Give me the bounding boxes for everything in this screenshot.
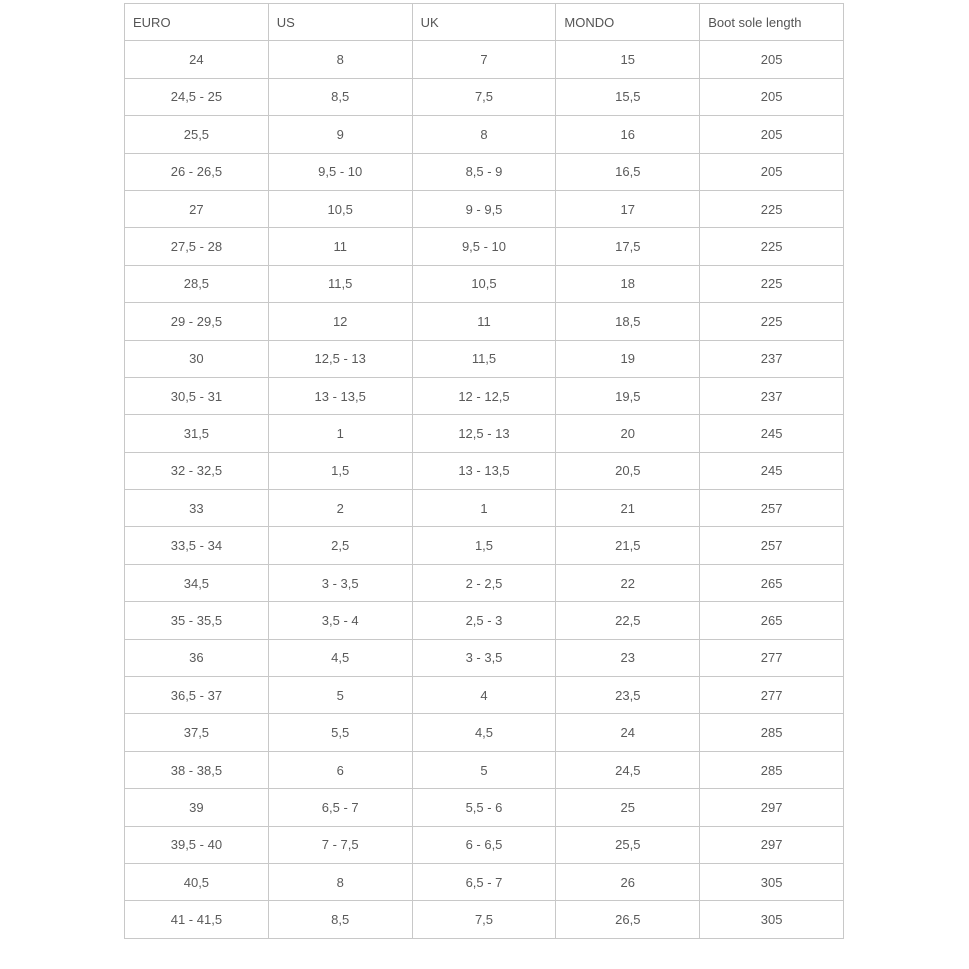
cell-uk: 7,5 [412,78,556,115]
table-row [125,265,844,302]
cell-mondo: 19 [556,340,700,377]
cell-euro: 41 - 41,5 [125,901,269,938]
cell-mondo: 26,5 [556,901,700,938]
cell-mondo: 20 [556,415,700,452]
cell-uk: 7,5 [412,901,556,938]
cell-euro: 31,5 [125,415,269,452]
table-row [125,863,844,900]
cell-mondo: 22 [556,564,700,601]
cell-euro: 27,5 - 28 [125,228,269,265]
cell-uk: 2 - 2,5 [412,564,556,601]
cell-euro: 38 - 38,5 [125,751,269,788]
cell-mondo: 21,5 [556,527,700,564]
cell-uk: 5 [412,751,556,788]
column-header-boot-sole-length: Boot sole length [700,4,844,41]
cell-mondo: 19,5 [556,377,700,414]
cell-boot-sole-length: 205 [700,41,844,78]
cell-us: 5 [268,677,412,714]
cell-euro: 24 [125,41,269,78]
cell-boot-sole-length: 225 [700,190,844,227]
cell-boot-sole-length: 257 [700,490,844,527]
cell-boot-sole-length: 305 [700,863,844,900]
cell-us: 9,5 - 10 [268,153,412,190]
cell-boot-sole-length: 265 [700,564,844,601]
cell-uk: 12 - 12,5 [412,377,556,414]
cell-mondo: 20,5 [556,452,700,489]
table-row [125,78,844,115]
cell-uk: 1,5 [412,527,556,564]
cell-mondo: 23 [556,639,700,676]
table-row [125,303,844,340]
cell-euro: 29 - 29,5 [125,303,269,340]
cell-mondo: 18,5 [556,303,700,340]
cell-us: 8 [268,863,412,900]
table-row [125,901,844,938]
cell-euro: 28,5 [125,265,269,302]
table-row [125,602,844,639]
cell-uk: 13 - 13,5 [412,452,556,489]
cell-boot-sole-length: 225 [700,303,844,340]
cell-us: 4,5 [268,639,412,676]
cell-us: 11 [268,228,412,265]
cell-boot-sole-length: 277 [700,639,844,676]
cell-us: 8 [268,41,412,78]
table-row [125,452,844,489]
cell-uk: 7 [412,41,556,78]
cell-us: 6,5 - 7 [268,789,412,826]
size-conversion-table [124,3,844,939]
cell-uk: 2,5 - 3 [412,602,556,639]
cell-euro: 39 [125,789,269,826]
cell-uk: 12,5 - 13 [412,415,556,452]
cell-euro: 25,5 [125,116,269,153]
cell-euro: 27 [125,190,269,227]
table-row [125,153,844,190]
cell-euro: 40,5 [125,863,269,900]
cell-boot-sole-length: 265 [700,602,844,639]
cell-euro: 35 - 35,5 [125,602,269,639]
cell-mondo: 24 [556,714,700,751]
cell-mondo: 17,5 [556,228,700,265]
table-row [125,789,844,826]
cell-us: 5,5 [268,714,412,751]
cell-uk: 6,5 - 7 [412,863,556,900]
cell-mondo: 25 [556,789,700,826]
table-row [125,190,844,227]
cell-boot-sole-length: 277 [700,677,844,714]
cell-mondo: 18 [556,265,700,302]
cell-us: 3 - 3,5 [268,564,412,601]
cell-us: 1 [268,415,412,452]
cell-euro: 37,5 [125,714,269,751]
cell-uk: 9 - 9,5 [412,190,556,227]
table-row [125,751,844,788]
cell-boot-sole-length: 245 [700,415,844,452]
cell-us: 12 [268,303,412,340]
cell-uk: 8,5 - 9 [412,153,556,190]
cell-mondo: 24,5 [556,751,700,788]
cell-us: 1,5 [268,452,412,489]
cell-euro: 33,5 - 34 [125,527,269,564]
table-row [125,116,844,153]
table-row [125,826,844,863]
table-row [125,490,844,527]
cell-boot-sole-length: 297 [700,789,844,826]
cell-boot-sole-length: 225 [700,228,844,265]
cell-us: 3,5 - 4 [268,602,412,639]
table-row [125,714,844,751]
cell-us: 2,5 [268,527,412,564]
cell-mondo: 15 [556,41,700,78]
cell-uk: 5,5 - 6 [412,789,556,826]
table-row [125,639,844,676]
cell-us: 8,5 [268,901,412,938]
cell-uk: 9,5 - 10 [412,228,556,265]
table-row [125,340,844,377]
cell-mondo: 15,5 [556,78,700,115]
cell-boot-sole-length: 257 [700,527,844,564]
cell-us: 12,5 - 13 [268,340,412,377]
cell-euro: 39,5 - 40 [125,826,269,863]
cell-us: 9 [268,116,412,153]
cell-euro: 34,5 [125,564,269,601]
cell-mondo: 16,5 [556,153,700,190]
cell-us: 8,5 [268,78,412,115]
cell-uk: 11 [412,303,556,340]
cell-euro: 36 [125,639,269,676]
cell-uk: 8 [412,116,556,153]
table-row [125,677,844,714]
table-row [125,415,844,452]
cell-us: 13 - 13,5 [268,377,412,414]
table-row [125,564,844,601]
cell-boot-sole-length: 205 [700,78,844,115]
cell-mondo: 23,5 [556,677,700,714]
cell-euro: 30,5 - 31 [125,377,269,414]
cell-boot-sole-length: 205 [700,116,844,153]
cell-boot-sole-length: 297 [700,826,844,863]
cell-uk: 6 - 6,5 [412,826,556,863]
column-header-mondo: MONDO [556,4,700,41]
cell-boot-sole-length: 237 [700,377,844,414]
cell-us: 2 [268,490,412,527]
cell-mondo: 22,5 [556,602,700,639]
cell-uk: 11,5 [412,340,556,377]
cell-euro: 30 [125,340,269,377]
cell-boot-sole-length: 245 [700,452,844,489]
cell-uk: 4 [412,677,556,714]
column-header-euro: EURO [125,4,269,41]
cell-us: 10,5 [268,190,412,227]
cell-euro: 36,5 - 37 [125,677,269,714]
cell-euro: 33 [125,490,269,527]
cell-mondo: 25,5 [556,826,700,863]
cell-uk: 1 [412,490,556,527]
cell-euro: 32 - 32,5 [125,452,269,489]
table-header-row [125,4,844,41]
cell-mondo: 26 [556,863,700,900]
cell-uk: 3 - 3,5 [412,639,556,676]
table-row [125,41,844,78]
table-row [125,377,844,414]
cell-boot-sole-length: 237 [700,340,844,377]
column-header-uk: UK [412,4,556,41]
cell-boot-sole-length: 285 [700,714,844,751]
cell-us: 11,5 [268,265,412,302]
column-header-us: US [268,4,412,41]
cell-mondo: 17 [556,190,700,227]
cell-us: 6 [268,751,412,788]
cell-euro: 24,5 - 25 [125,78,269,115]
cell-mondo: 16 [556,116,700,153]
cell-boot-sole-length: 305 [700,901,844,938]
table-row [125,527,844,564]
cell-us: 7 - 7,5 [268,826,412,863]
table-body [125,41,844,938]
cell-boot-sole-length: 225 [700,265,844,302]
cell-mondo: 21 [556,490,700,527]
cell-boot-sole-length: 285 [700,751,844,788]
cell-uk: 4,5 [412,714,556,751]
cell-uk: 10,5 [412,265,556,302]
cell-boot-sole-length: 205 [700,153,844,190]
table-row [125,228,844,265]
cell-euro: 26 - 26,5 [125,153,269,190]
